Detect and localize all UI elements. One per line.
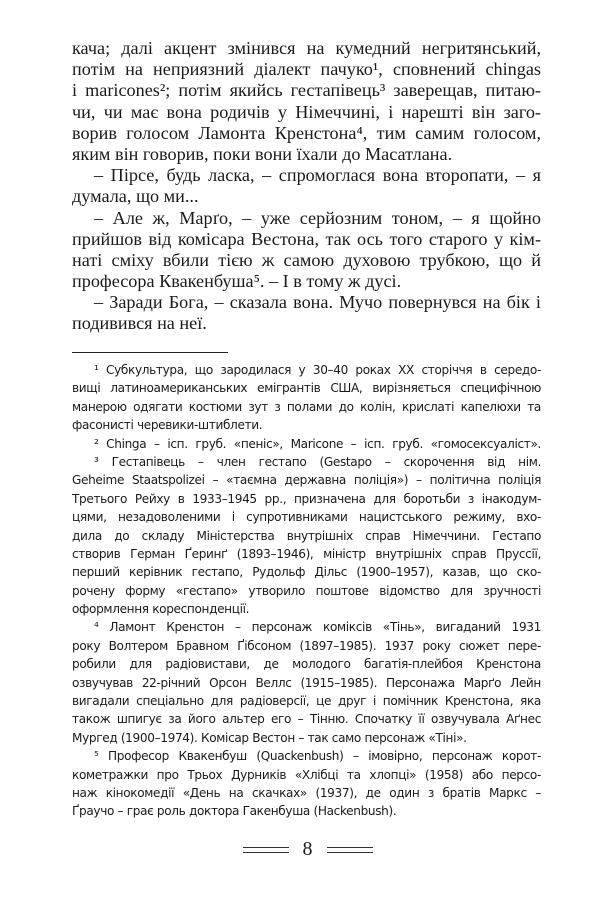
footnote-line: ⁴ Ламонт Кренстон – персонаж коміксів «Тінь», вигаданий 1931 (94, 620, 541, 635)
main-text (72, 38, 541, 335)
page-footer (0, 838, 615, 861)
text-line: – Пірсе, будь ласка, – спромоглася вона второпати, – я (94, 165, 541, 186)
footnote-line: ¹ Субкультура, що зародилася у 30–40 роках XX сторіччя в середо- (94, 363, 541, 377)
footnote-line: перший керівник гестапо, Рудольф Дільс (1900–1957), казав, що ско- (72, 565, 541, 580)
footnote-line: рочену форму «гестапо» утворило поштове відомство для зручності (72, 583, 541, 598)
text-line: подивився на неї. (72, 313, 207, 334)
footnote-line: ³ Гестапівець – член гестапо (Gestapo – скорочення від нім. (94, 454, 541, 469)
footnote-line: Geheime Staatspolizei – «таємна державна поліція») – політична поліція (72, 473, 541, 488)
footnote-line: Мургед (1900–1974). Комісар Вестон – так само персонаж «Тіні». (72, 730, 467, 745)
text-line: ворив голосом Ламонта Кренстона⁴, тим самим голосом, (72, 122, 541, 143)
footnote-line: створив Герман Ґеринґ (1893–1946), міністр внутрішніх справ Пруссії, (72, 546, 541, 561)
text-line: наті сміху вбили тією ж самою духовою трубкою, що й (72, 249, 541, 270)
text-line: професора Квакенбуша⁵. – І в тому ж дусі. (72, 271, 402, 292)
footnote-line: також шпигує за його альтер его – Тінню. Спочатку її озвучувала Аґнес (72, 712, 541, 727)
footer-rule-right (327, 847, 373, 853)
footnote-line: вигадали спеціально для радіоверсії, це друг і помічник Кренстона, яка (72, 694, 541, 709)
text-line: – Заради Бога, – сказала вона. Мучо повернувся на бік і (94, 292, 541, 313)
footnote-separator (72, 352, 228, 353)
text-line: думала, що ми... (72, 186, 199, 207)
footnote-line: ⁵ Професор Квакенбуш (Quackenbush) – імовірно, персонаж корот- (94, 749, 541, 764)
page-number: 8 (302, 838, 313, 860)
text-line: прийшов від комісара Вестона, так ось того старого у кім- (72, 228, 541, 249)
footnote-line: вищі латиноамериканських емігрантів США, вирізняється специфічною (72, 381, 541, 396)
text-line: потім на неприязний діалект пачуко¹, сповнений chingas (72, 59, 541, 80)
footer-rule-left (243, 847, 289, 853)
footnote-line: оформлення кореспонденції. (72, 602, 250, 617)
text-line: чи, чи має вона родичів у Німеччині, і нарешті він заго- (72, 101, 541, 122)
footnote-line: ² Chinga – ісп. груб. «пеніс», Maricone – ісп. груб. «гомосексуаліст». (94, 436, 541, 451)
footnote-line: манерою одягати костюми зут з полами до колін, крислаті капелюхи та (72, 399, 541, 414)
footnote-line: цями, незадоволеними і супротивниками нацистського режиму, вхо- (72, 510, 541, 525)
footnote-line: Ґраучо – грає роль доктора Гакенбуша (Hackenbush). (72, 804, 397, 819)
footnote-line: наж кінокомедії «День на скачках» (1937), де один з братів Маркс – (72, 785, 541, 800)
footnote-line: Третього Рейху в 1933–1945 рр., призначена для боротьби з інакодум- (72, 491, 541, 506)
footnote-line: дила до складу Міністерства внутрішніх справ Німеччини. Гестапо (72, 528, 541, 543)
footnotes (72, 361, 541, 821)
text-line: і maricones²; потім якийсь гестапівець³ заверещав, питаю- (72, 80, 541, 101)
text-line: – Але ж, Марґо, – уже серйозним тоном, – я щойно (94, 207, 541, 228)
text-line: яким він говорив, поки вони їхали до Масатлана. (72, 143, 453, 164)
footnote-line: року Волтером Бравном Ґібсоном (1897–1985). 1937 року сюжет пере- (72, 638, 541, 653)
text-line: кача; далі акцент змінився на кумедний негритянський, (72, 38, 541, 58)
footnote-line: робили для радіовистави, де молодого багатія-плейбоя Кренстона (72, 657, 541, 672)
footnote-line: озвучував 22-річний Орсон Веллс (1915–1985). Персонажа Марґо Лейн (72, 675, 541, 690)
footnote-line: кометражки про Трьох Дурників «Хлібці та хлопці» (1958) або персо- (72, 767, 541, 782)
footnote-line: фасонисті черевики-штиблети. (72, 418, 263, 433)
